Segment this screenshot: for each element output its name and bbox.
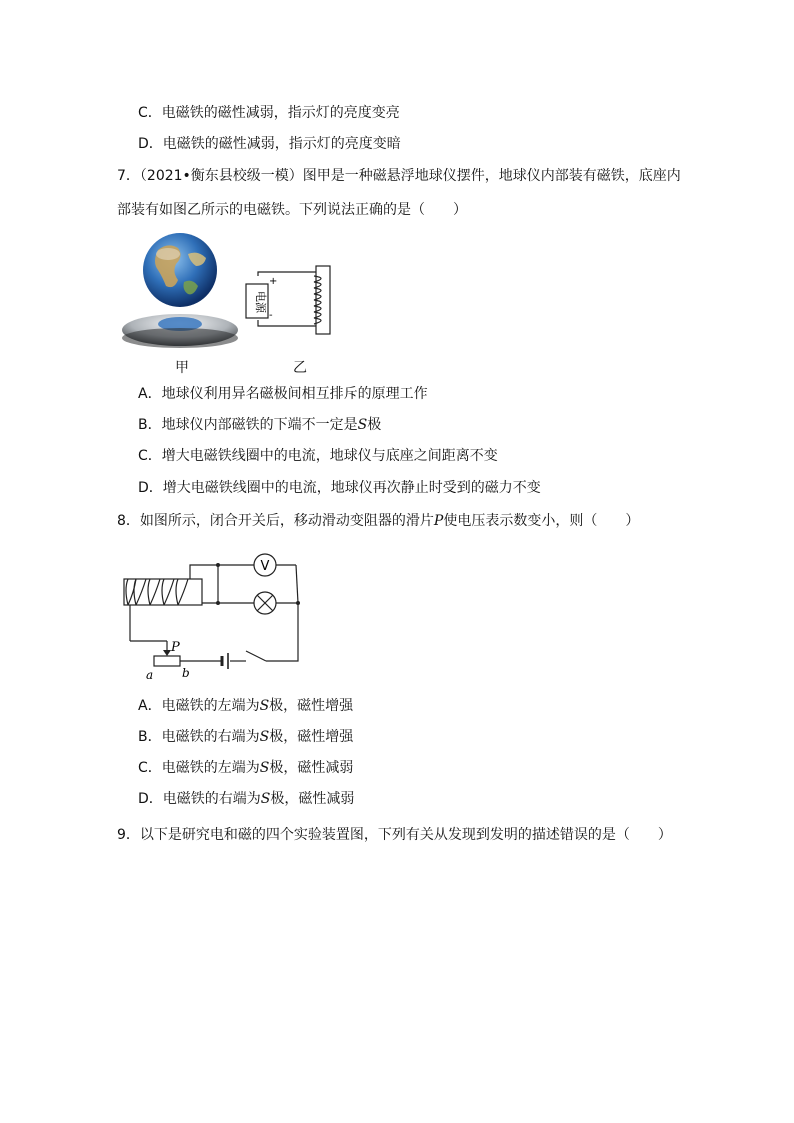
- q7-option-b-s: S: [357, 417, 368, 433]
- wire-bottom: [258, 320, 316, 326]
- figure-label-jia: 甲: [175, 360, 189, 376]
- q8-option-b: [138, 728, 353, 746]
- minus-sign: -: [269, 310, 273, 321]
- q9-stem: 9．以下是研究电和磁的四个实验装置图，下列有关从发现到发明的描述错误的是（ ）: [117, 827, 672, 843]
- coil: [314, 276, 321, 324]
- q8-option-b-post: 极，磁性增强: [269, 729, 354, 745]
- junction-dot-3: [296, 601, 300, 605]
- q8-option-c-pre: C．电磁铁的左端为: [138, 760, 260, 776]
- globe-base: [122, 314, 238, 348]
- q8-stem: [117, 512, 639, 530]
- q8-option-b-s: S: [259, 729, 270, 745]
- q7-option-b-pre: B．地球仪内部磁铁的下端不一定是: [138, 417, 358, 433]
- q8-stem-p: P: [433, 513, 444, 529]
- rheostat: [154, 656, 180, 666]
- wire-top: [258, 272, 316, 276]
- circuit-diagram: [118, 545, 308, 685]
- q8-option-a-post: 极，磁性增强: [269, 698, 354, 714]
- q8-option-c: [138, 759, 353, 777]
- q8-option-b-pre: B．电磁铁的右端为: [138, 729, 260, 745]
- q8-option-d-post: 极，磁性减弱: [270, 791, 355, 807]
- q7-option-c: C．增大电磁铁线圈中的电流，地球仪与底座之间距离不变: [138, 448, 498, 464]
- q8-option-a-pre: A．电磁铁的左端为: [138, 698, 260, 714]
- q8-option-a-s: S: [259, 698, 270, 714]
- globe: [143, 233, 217, 307]
- plus-sign: +: [269, 276, 278, 287]
- voltmeter-label: V: [260, 559, 270, 574]
- q7-option-b-post: 极: [367, 417, 382, 433]
- slider-arrow: [163, 650, 171, 656]
- q8-option-a: [138, 697, 353, 715]
- q7-stem-line2: 部装有如图乙所示的电磁铁。下列说法正确的是（ ）: [117, 202, 467, 218]
- wire-right-top: [296, 565, 298, 603]
- q8-option-d-pre: D．电磁铁的右端为: [138, 791, 261, 807]
- q7-option-b: [138, 416, 381, 434]
- end-label-a: a: [146, 668, 154, 682]
- q8-option-d: [138, 790, 354, 808]
- slider-label-p: P: [171, 640, 180, 655]
- q6-option-d: D．电磁铁的磁性减弱，指示灯的亮度变暗: [138, 136, 401, 152]
- junction-dot-1: [216, 563, 220, 567]
- solenoid-coil: [126, 579, 188, 605]
- q8-option-c-s: S: [259, 760, 270, 776]
- q8-stem-post: 使电压表示数变小，则（ ）: [443, 513, 640, 529]
- q8-stem-pre: 8．如图所示，闭合开关后，移动滑动变阻器的滑片: [117, 513, 434, 529]
- q6-option-c: C．电磁铁的磁性减弱，指示灯的亮度变亮: [138, 105, 400, 121]
- wire-to-voltmeter: [190, 565, 218, 579]
- maglev-globe-figure: [118, 232, 242, 354]
- q7-option-a: A．地球仪利用异名磁极间相互排斥的原理工作: [138, 386, 428, 402]
- q8-option-d-s: S: [260, 791, 271, 807]
- q7-option-d: D．增大电磁铁线圈中的电流，地球仪再次静止时受到的磁力不变: [138, 480, 541, 496]
- switch-lever: [246, 651, 266, 661]
- junction-dot-2: [216, 601, 220, 605]
- power-label: 电源: [254, 291, 267, 313]
- q8-option-c-post: 极，磁性减弱: [269, 760, 354, 776]
- q7-stem-line1: 7．（2021•衡东县校级一模）图甲是一种磁悬浮地球仪摆件，地球仪内部装有磁铁，底座内: [117, 168, 681, 184]
- figure-label-yi: 乙: [293, 360, 307, 376]
- electromagnet-figure: [236, 262, 336, 338]
- end-label-b: b: [182, 666, 190, 680]
